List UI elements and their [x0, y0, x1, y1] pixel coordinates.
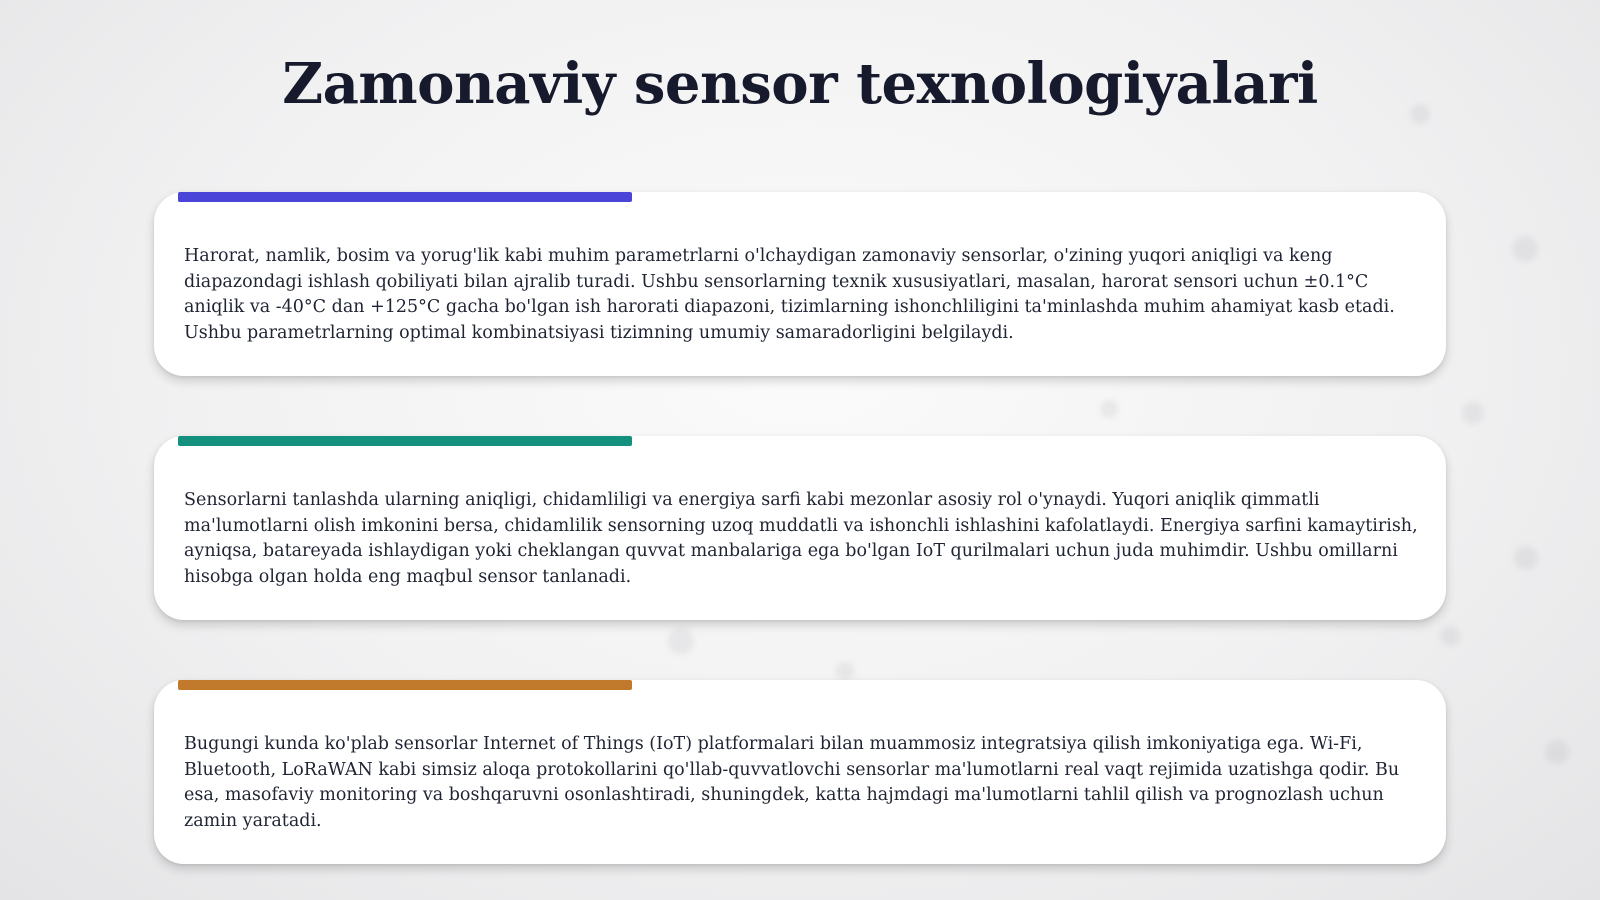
- card-text: Bugungi kunda ko'plab sensorlar Internet of Things (IoT) platformalari bilan muammosiz integratsiya qilish imkoniyatiga ega. Wi-Fi, Bluetooth, LoRaWAN kabi simsiz aloqa protokollarini qo'llab-quvvatlovchi sensorlar ma'lumotlarni real vaqt rejimida uzatishga qodir. Bu esa, masofaviy monitoring va boshqaruvni osonlashtiradi, shuningdek, katta hajmdagi ma'lumotlarni tahlil qilish va prognozlash uchun zamin yaratadi.: [184, 734, 1400, 831]
- card-accent-bar: [178, 680, 632, 690]
- background-dot: [1514, 546, 1538, 570]
- page-title: Zamonaviy sensor texnologiyalari: [282, 51, 1318, 117]
- background-dot: [668, 628, 694, 654]
- background-dot: [1440, 626, 1460, 646]
- info-card-2: [154, 430, 1446, 624]
- card-text: Sensorlarni tanlashda ularning aniqligi, chidamliligi va energiya sarfi kabi mezonlar asosiy rol o'ynaydi. Yuqori aniqlik qimmatli ma'lumotlarni olish imkonini bersa, chidamlilik sensorning uzoq muddatli va ishonchli ishlashini kafolatlaydi. Energiya sarfini kamaytirish, ayniqsa, batareyada ishlaydigan yoki cheklangan quvvat manbalariga ega bo'lgan IoT qurilmalari uchun juda muhimdir. Ushbu omillarni hisobga olgan holda eng maqbul sensor tanlanadi.: [184, 490, 1418, 587]
- background-dot: [1462, 402, 1484, 424]
- background-dot: [1512, 236, 1538, 262]
- info-card-3: [154, 674, 1446, 868]
- info-card-1: [154, 186, 1446, 380]
- card-accent-bar: [178, 192, 632, 202]
- background-dot: [1545, 740, 1569, 764]
- background-dot: [1100, 400, 1118, 418]
- card-accent-bar: [178, 436, 632, 446]
- card-text: Harorat, namlik, bosim va yorug'lik kabi muhim parametrlarni o'lchaydigan zamonaviy sensorlar, o'zining yuqori aniqligi va keng diapazondagi ishlash qobiliyati bilan ajralib turadi. Ushbu sensorlarning texnik xususiyatlari, masalan, harorat sensori uchun ±0.1°C aniqlik va -40°C dan +125°C gacha bo'lgan ish harorati diapazoni, tizimlarning ishonchliligini ta'minlashda muhim ahamiyat kasb etadi. Ushbu parametrlarning optimal kombinatsiyasi tizimning umumiy samaradorligini belgilaydi.: [184, 246, 1395, 343]
